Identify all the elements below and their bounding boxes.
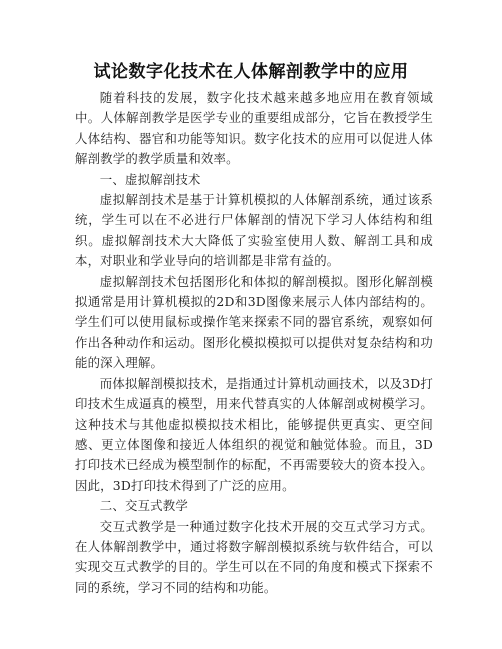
document-body <box>75 88 433 598</box>
document-title: 试论数字化技术在人体解剖教学中的应用 <box>93 62 409 82</box>
paragraph-graphical-simulation: 虚拟解剖技术包括图形化和体拟的解剖模拟。图形化解剖模拟通常是用计算机模拟的2D和3D图像来展示人体内部结构的。学生们可以使用鼠标或操作笔来探索不同的器官系统，观察如何作出各种动作和运动。图形化模拟模拟可以提供对复杂结构和功能的深入理解。 <box>75 273 433 371</box>
section-heading-virtual-dissection: 一、虚拟解剖技术 <box>99 171 201 187</box>
paragraph-3d-printing: 而体拟解剖模拟技术，是指通过计算机动画技术，以及3D打印技术生成逼真的模型，用来代替真实的人体解剖或树模学习。这种技术与其他虚拟模拟技术相比，能够提供更真实、更空间感、更立体图像和接近人体组织的视觉和触觉体验。而且，3D打印技术已经成为模型制作的标配，不再需要较大的资本投入。因此，3D打印技术得到了广泛的应用。 <box>75 375 433 493</box>
paragraph-virtual-dissection: 虚拟解剖技术是基于计算机模拟的人体解剖系统，通过该系统，学生可以在不必进行尸体解剖的情况下学习人体结构和组织。虚拟解剖技术大大降低了实验室使用人数、解剖工具和成本，对职业和学业导向的培训都是非常有益的。 <box>75 192 433 269</box>
intro-paragraph: 随着科技的发展，数字化技术越来越多地应用在教育领域中。人体解剖教学是医学专业的重要组成部分，它旨在教授学生人体结构、器官和功能等知识。数字化技术的应用可以促进人体解剖教学的教学质量和效率。 <box>75 90 433 167</box>
paragraph-interactive-teaching: 交互式教学是一种通过数字化技术开展的交互式学习方式。在人体解剖教学中，通过将数字解剖模拟系统与软件结合，可以实现交互式教学的目的。学生可以在不同的角度和模式下探索不同的系统，学习不同的结构和功能。 <box>75 518 433 595</box>
section-heading-interactive-teaching: 二、交互式教学 <box>99 498 188 514</box>
